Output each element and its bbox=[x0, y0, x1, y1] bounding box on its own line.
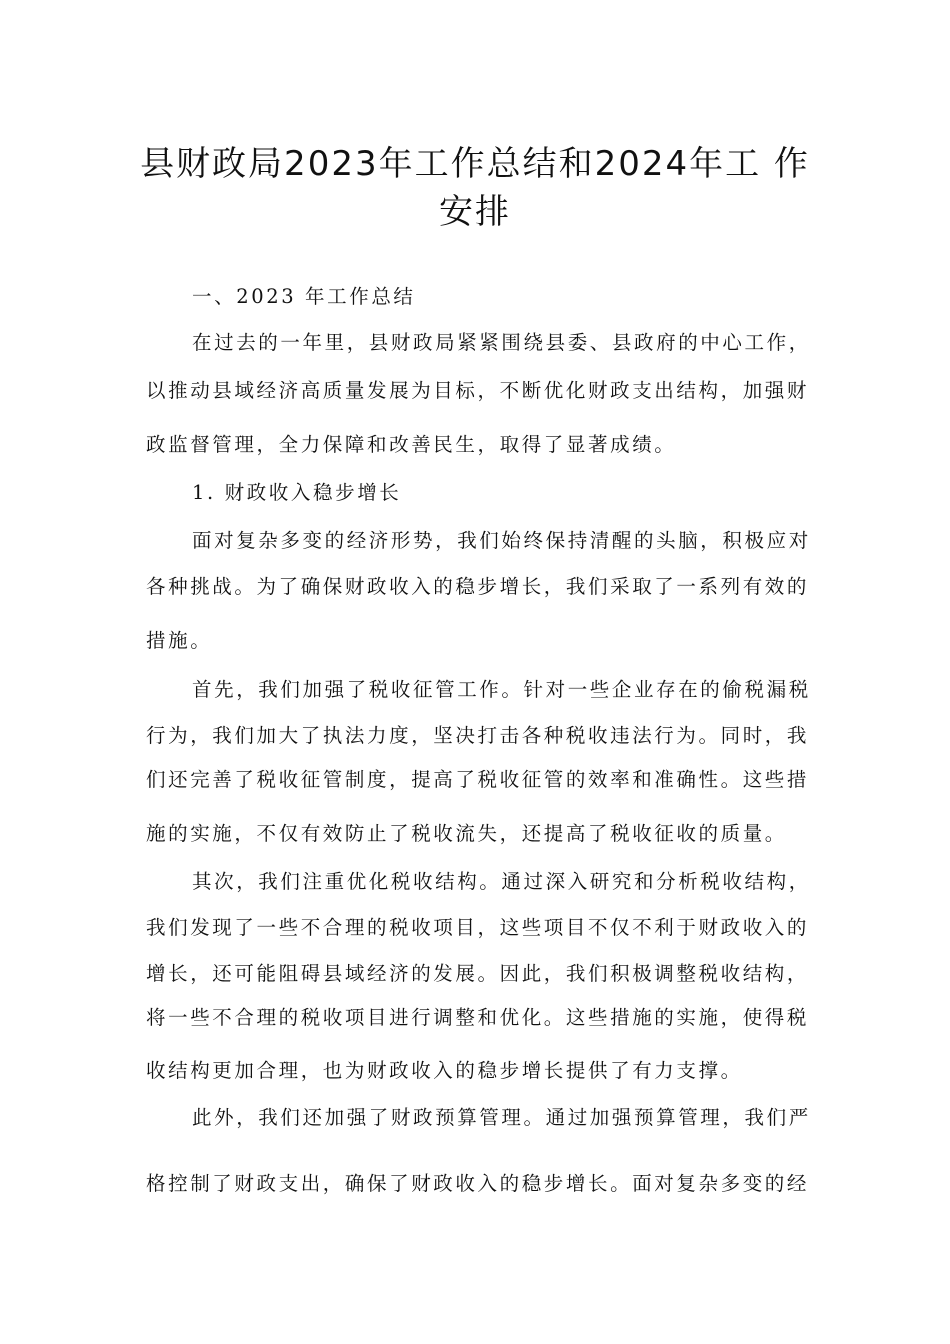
para2-line-3: 们还完善了税收征管制度，提高了税收征管的效率和准确性。这些措 bbox=[146, 768, 810, 791]
para2-line-4: 施的实施，不仅有效防止了税收流失，还提高了税收征收的质量。 bbox=[146, 822, 787, 845]
para3-line-1: 其次，我们注重优化税收结构。通过深入研究和分析税收结构， bbox=[192, 870, 811, 893]
para3-line-5: 收结构更加合理，也为财政收入的稳步增长提供了有力支撑。 bbox=[146, 1059, 743, 1082]
section-heading: 一、2023 年工作总结 bbox=[192, 285, 416, 308]
intro-line-1: 在过去的一年里，县财政局紧紧围绕县委、县政府的中心工作， bbox=[192, 331, 811, 354]
para3-line-3: 增长，还可能阻碍县域经济的发展。因此，我们积极调整税收结构， bbox=[146, 962, 810, 985]
para3-line-4: 将一些不合理的税收项目进行调整和优化。这些措施的实施，使得税 bbox=[146, 1006, 810, 1029]
document-title: 县财政局2023年工作总结和2024年工 作 安排 bbox=[140, 144, 810, 232]
intro-line-3: 政监督管理，全力保障和改善民生，取得了显著成绩。 bbox=[146, 433, 677, 456]
para1-line-2: 各种挑战。为了确保财政收入的稳步增长，我们采取了一系列有效的 bbox=[146, 575, 810, 598]
subheading-1: 1. 财政收入稳步增长 bbox=[192, 481, 402, 504]
para1-line-1: 面对复杂多变的经济形势，我们始终保持清醒的头脑，积极应对 bbox=[192, 529, 811, 552]
intro-line-2: 以推动县域经济高质量发展为目标，不断优化财政支出结构，加强财 bbox=[146, 379, 810, 402]
para4-line-1: 此外，我们还加强了财政预算管理。通过加强预算管理，我们严 bbox=[192, 1106, 811, 1129]
para2-line-1: 首先，我们加强了税收征管工作。针对一些企业存在的偷税漏税 bbox=[192, 678, 811, 701]
para2-line-2: 行为，我们加大了执法力度，坚决打击各种税收违法行为。同时，我 bbox=[146, 724, 810, 747]
para4-line-2: 格控制了财政支出，确保了财政收入的稳步增长。面对复杂多变的经 bbox=[146, 1172, 810, 1195]
para1-line-3: 措施。 bbox=[146, 629, 213, 652]
para3-line-2: 我们发现了一些不合理的税收项目，这些项目不仅不利于财政收入的 bbox=[146, 916, 810, 939]
